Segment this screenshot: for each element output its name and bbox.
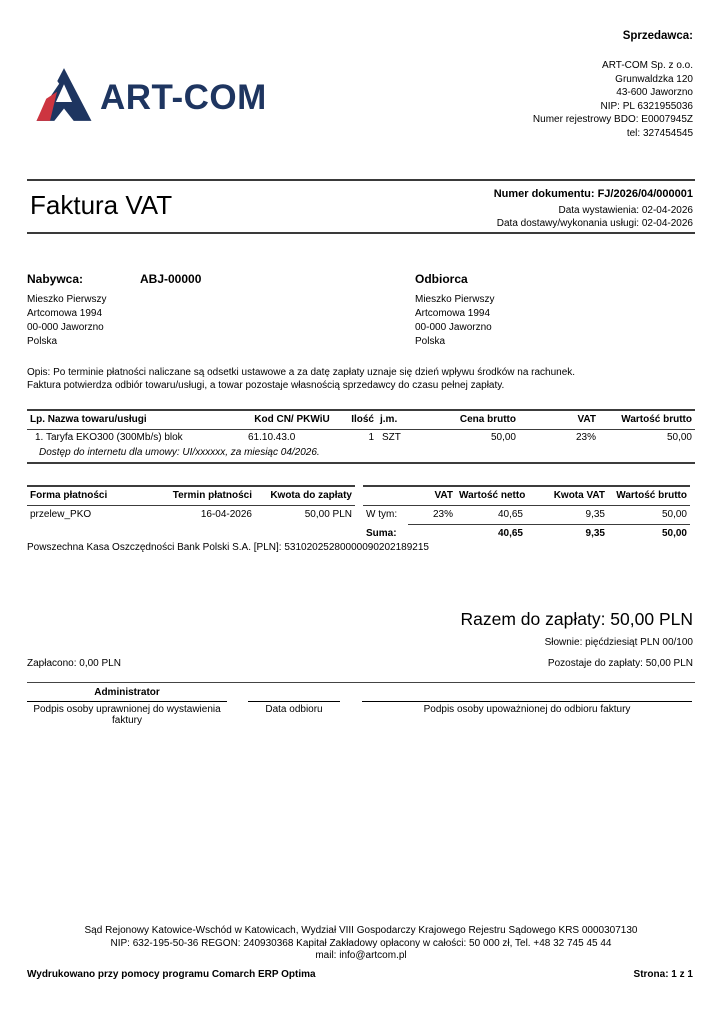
col-qty: Ilość	[342, 410, 377, 430]
recipient-address	[415, 293, 494, 349]
delivery-date: Data dostawy/wykonania usługi: 02-04-2026	[496, 218, 693, 229]
logo-wordmark: ART-COM	[100, 77, 267, 117]
item-qty: 1	[368, 432, 374, 443]
payment-due-date: 16-04-2026	[200, 509, 252, 520]
seller-company: ART-COM Sp. z o.o.	[602, 60, 693, 71]
buyer-address	[27, 293, 106, 349]
page-number: Strona: 1 z 1	[633, 969, 693, 980]
col-gross-value: Wartość brutto	[608, 486, 690, 506]
document-meta	[494, 188, 693, 230]
item-code: 61.10.43.0	[248, 432, 296, 443]
payment-header-row	[27, 486, 355, 506]
terms-line-1: Opis: Po terminie płatności naliczane są odsetki ustawowe a za datę zapłaty uznaje się dzień wpływu środków na rachunek.	[27, 367, 576, 378]
document-number: Numer dokumentu: FJ/2026/04/000001	[493, 188, 693, 200]
col-amount-due: Kwota do zapłaty	[255, 486, 355, 506]
col-due-date: Termin płatności	[137, 486, 255, 506]
item-note-row	[27, 445, 695, 463]
seller-block	[533, 30, 693, 140]
header-divider-top	[27, 179, 695, 181]
payment-amount: 50,00 PLN	[304, 509, 352, 520]
vat-net: 40,65	[456, 506, 526, 525]
seller-street: Grunwaldzka 120	[615, 73, 693, 85]
issue-date: Data wystawienia: 02-04-2026	[558, 205, 693, 216]
recipient-heading: Odbiorca	[415, 272, 468, 286]
item-lp: 1.	[35, 432, 44, 443]
item-name: Taryfa EKO300 (300Mb/s) blok	[45, 432, 183, 443]
vat-breakdown-row	[363, 506, 690, 525]
logo-a-mark-icon	[36, 64, 92, 131]
document-title: Faktura VAT	[30, 190, 173, 220]
buyer-street: Artcomowa 1994	[27, 308, 103, 319]
col-vat: VAT	[519, 410, 599, 430]
col-net-value: Wartość netto	[456, 486, 526, 506]
printed-with-note: Wydrukowano przy pomocy programu Comarch ERP Optima	[27, 969, 316, 980]
vat-summary-table	[363, 485, 690, 543]
receipt-date-spacer	[248, 687, 340, 701]
item-vat: 23%	[575, 432, 596, 443]
items-table	[27, 409, 695, 464]
vat-header-row	[363, 486, 690, 506]
buyer-name: Mieszko Pierwszy	[27, 294, 107, 305]
recipient-name: Mieszko Pierwszy	[415, 294, 495, 305]
col-gross-price: Cena brutto	[417, 410, 519, 430]
item-note: Dostęp do internetu dla umowy: UI/xxxxxx, za miesiąc 04/2026.	[27, 445, 695, 463]
vat-amount: 9,35	[526, 506, 608, 525]
buyer-country: Polska	[27, 336, 58, 347]
recipient-city: 00-000 Jaworzno	[415, 322, 492, 333]
payment-row	[27, 506, 355, 524]
col-code: Kod CN/ PKWiU	[242, 410, 342, 430]
total-due: Razem do zapłaty: 50,00 PLN	[460, 609, 693, 629]
receipt-date-caption: Data odbioru	[265, 704, 323, 715]
item-gross-value: 50,00	[666, 432, 692, 443]
seller-city: 43-600 Jaworzno	[616, 87, 693, 98]
signature-divider	[27, 682, 695, 683]
recipient-signature-caption: Podpis osoby upoważnionej do odbioru faktury	[423, 704, 631, 715]
col-vat-rate: VAT	[408, 486, 456, 506]
seller-bdo: Numer rejestrowy BDO: E0007945Z	[532, 114, 693, 125]
issuer-name: Administrator	[94, 687, 160, 698]
recipient-street: Artcomowa 1994	[415, 308, 491, 319]
items-header-row	[27, 410, 695, 430]
bank-account-line: Powszechna Kasa Oszczędności Bank Polski S.A. [PLN]: 53102025280000090202189215	[27, 542, 429, 553]
seller-phone: tel: 327454545	[626, 127, 693, 139]
recipient-signature-spacer	[362, 687, 692, 701]
footer-court-line: Sąd Rejonowy Katowice-Wschód w Katowicach, Wydział VIII Gospodarczy Krajowego Rejestru Sądowego KRS 0000307130	[84, 925, 638, 936]
payment-terms-note	[27, 366, 575, 392]
seller-heading: Sprzedawca:	[622, 30, 693, 42]
payment-table	[27, 485, 355, 523]
recipient-signature-block	[362, 687, 692, 715]
vat-sum-row	[363, 525, 690, 544]
sum-gross: 50,00	[661, 528, 687, 539]
issuer-signature-caption: Podpis osoby uprawnionej do wystawienia faktury	[33, 704, 221, 726]
remaining-amount: Pozostaje do zapłaty: 50,00 PLN	[547, 658, 693, 669]
sum-label: Suma:	[366, 527, 397, 539]
item-name-cell	[27, 430, 242, 446]
amount-in-words: Słownie: pięćdziesiąt PLN 00/100	[544, 637, 693, 648]
col-vat-amount: Kwota VAT	[526, 486, 608, 506]
sum-net: 40,65	[497, 528, 523, 539]
item-gross-price: 50,00	[490, 432, 516, 443]
col-empty	[363, 486, 408, 506]
receipt-date-block	[248, 687, 340, 715]
footer-mail-line: mail: info@artcom.pl	[315, 950, 407, 961]
buyer-heading: Nabywca:	[27, 272, 84, 286]
col-name: Lp. Nazwa towaru/usługi	[27, 410, 242, 430]
sum-vat-amount: 9,35	[585, 528, 605, 539]
payment-form: przelew_PKO	[30, 509, 92, 520]
footer-nip-line: NIP: 632-195-50-36 REGON: 240930368 Kapitał Zakładowy opłacony w całości: 50 000 zł, Tel. +48 32 745 45 44	[110, 937, 612, 949]
vat-rate: 23%	[408, 506, 456, 525]
col-payment-form: Forma płatności	[27, 486, 137, 506]
item-unit: SZT	[382, 432, 401, 443]
company-registry-footer	[0, 925, 722, 963]
company-logo	[36, 64, 267, 131]
buyer-code: ABJ-00000	[140, 272, 202, 286]
sum-vat-rate	[408, 525, 456, 544]
terms-line-2: Faktura potwierdza odbiór towaru/usługi, a towar pozostaje własnością sprzedawcy do czasu pełnej zapłaty.	[27, 380, 505, 391]
header-divider-bottom	[27, 232, 695, 234]
vat-gross: 50,00	[608, 506, 690, 525]
paid-amount: Zapłacono: 0,00 PLN	[27, 658, 121, 669]
col-gross-value: Wartość brutto	[599, 410, 695, 430]
issuer-signature-block	[27, 687, 227, 726]
buyer-city: 00-000 Jaworzno	[27, 322, 104, 333]
col-unit: j.m.	[377, 410, 417, 430]
vat-row-label: W tym:	[366, 509, 398, 521]
seller-nip: NIP: PL 6321955036	[600, 100, 693, 112]
item-row	[27, 430, 695, 446]
recipient-country: Polska	[415, 336, 446, 347]
